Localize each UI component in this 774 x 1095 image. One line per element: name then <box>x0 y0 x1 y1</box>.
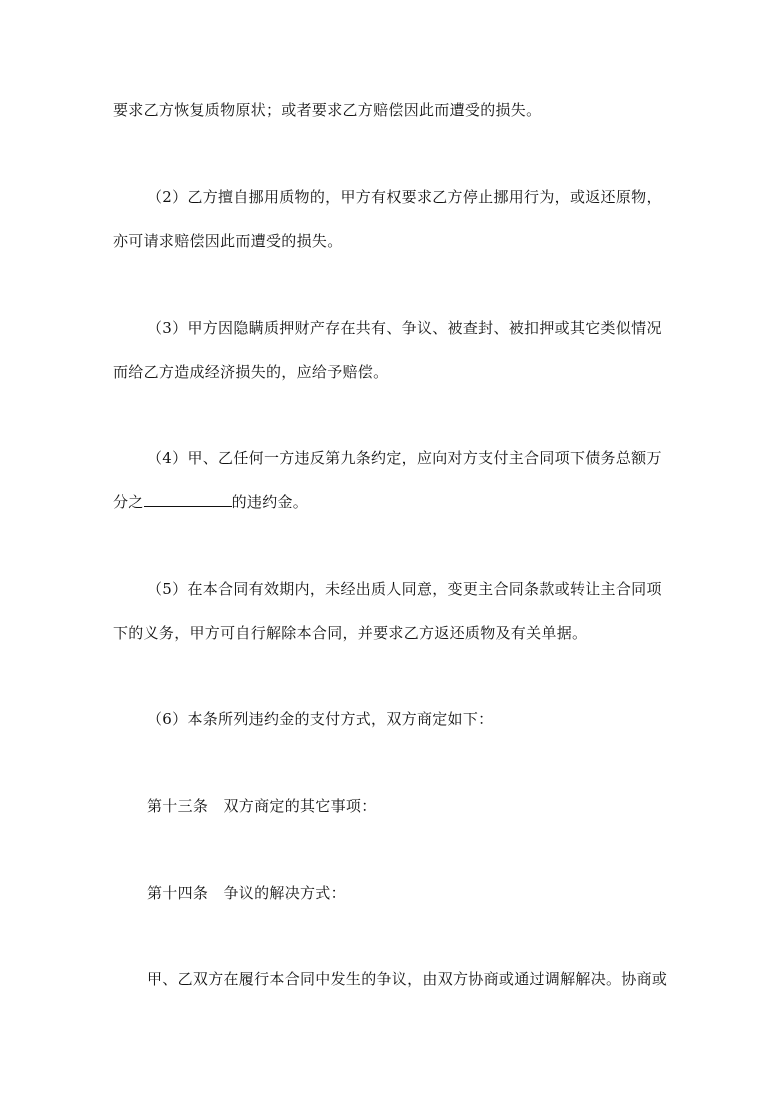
clause-4-line-2 <box>0 492 774 512</box>
clause-5-line-2: 下的义务，甲方可自行解除本合同，并要求乙方返还质物及有关单据。 <box>113 624 588 642</box>
clause-5-line-1: （5）在本合同有效期内，未经出质人同意，变更主合同条款或转让主合同项 <box>147 580 662 598</box>
blank-fill-line <box>144 492 232 507</box>
article-13-heading: 第十三条 双方商定的其它事项： <box>147 797 377 815</box>
clause-3-line-2: 而给乙方造成经济损失的，应给予赔偿。 <box>113 363 389 381</box>
clause-4-line-2-suffix: 的违约金。 <box>231 493 309 511</box>
clause-2-line-2: 亦可请求赔偿因此而遭受的损失。 <box>113 232 343 250</box>
clause-4-line-1: （4）甲、乙任何一方违反第九条约定，应向对方支付主合同项下债务总额万 <box>147 449 662 467</box>
dispute-paragraph-line-1: 甲、乙双方在履行本合同中发生的争议，由双方协商或通过调解解决。协商或 <box>147 970 668 988</box>
clause-4-line-2-prefix: 分之 <box>113 493 144 511</box>
clause-2-line-1: （2）乙方擅自挪用质物的，甲方有权要求乙方停止挪用行为，或返还原物， <box>147 188 662 206</box>
clause-3-line-1: （3）甲方因隐瞒质押财产存在共有、争议、被查封、被扣押或其它类似情况 <box>147 319 662 337</box>
clause-6-line-1: （6）本条所列违约金的支付方式，双方商定如下： <box>147 710 494 728</box>
article-14-heading: 第十四条 争议的解决方式： <box>147 884 346 902</box>
paragraph-continued-line-1: 要求乙方恢复质物原状；或者要求乙方赔偿因此而遭受的损失。 <box>113 101 542 119</box>
